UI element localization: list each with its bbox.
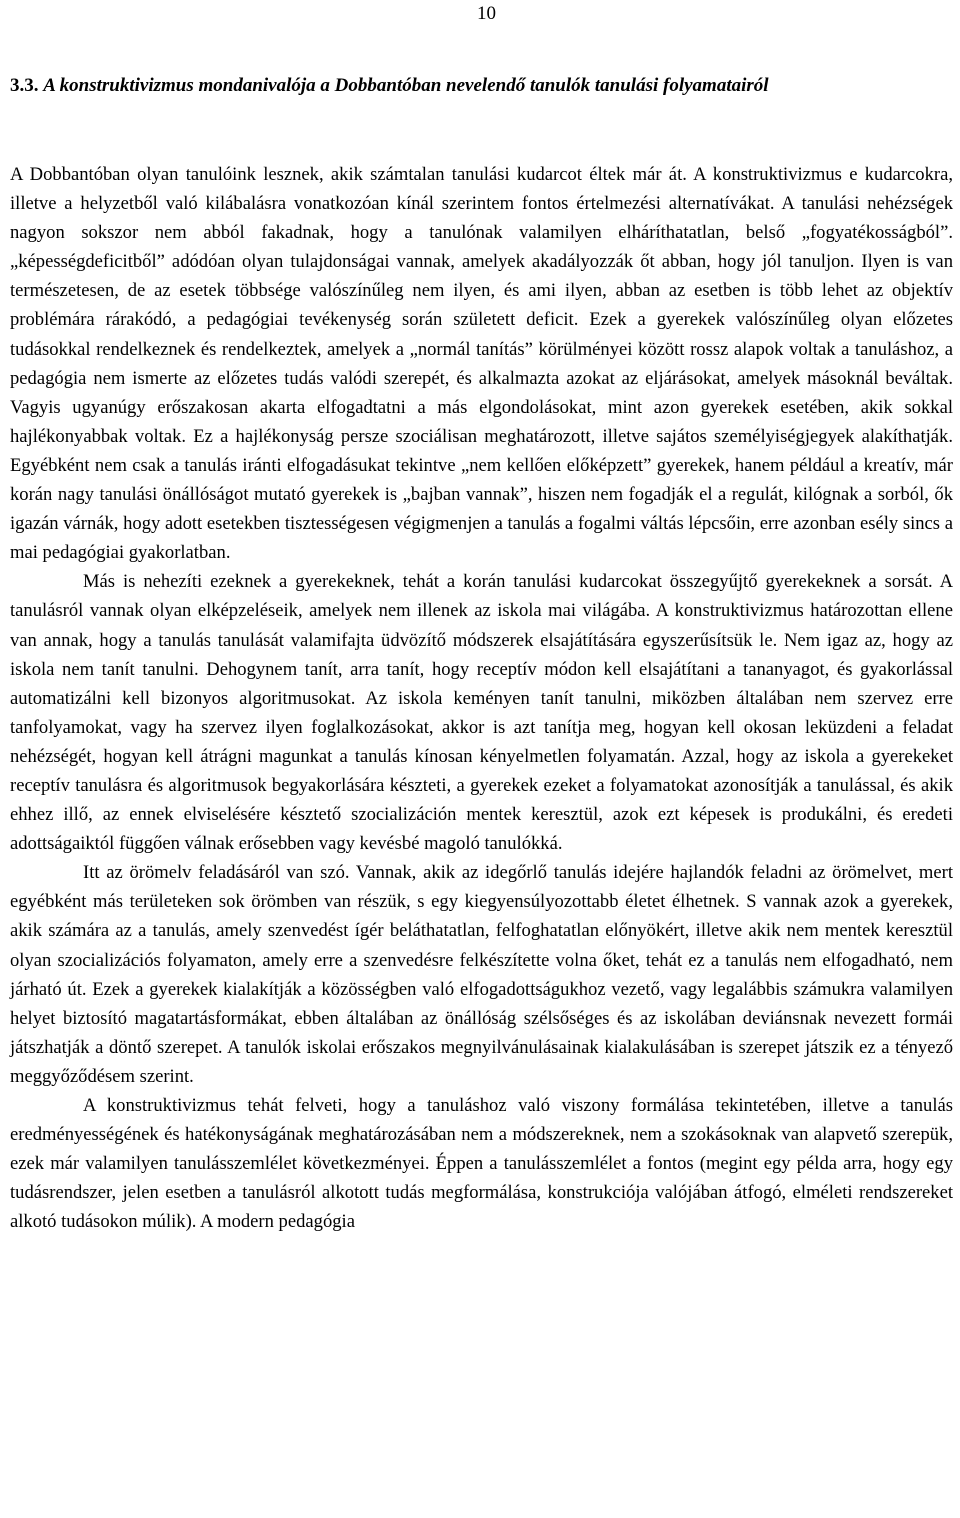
body-text: [10, 160, 953, 1236]
page-number: 10: [477, 3, 496, 24]
paragraph-4: A konstruktivizmus tehát felveti, hogy a tanuláshoz való viszony formálása tekintetében, illetve a tanulás eredményességének és hatékonyságának meghatározásában nem a módszereknek, nem a szokásoknak van alapvető szerepük, ezek már valamilyen tanulásszemlélet következményei. Éppen a tanulásszemlélet a fontos (megint egy példa arra, hogy egy tudásrendszer, jelen esetben a tanulásról alkotott tudás megformálása, konstrukciója valójában átfogó, elméleti rendszereket alkotó tudásokon múlik). A modern pedagógia: [10, 1095, 953, 1233]
paragraph-3: Itt az örömelv feladásáról van szó. Vannak, akik az idegőrlő tanulás idejére hajlandók feladni az örömelvet, mert egyébként más területeken sok örömben van részük, s egy kiegyensúlyozottabb életet élhetnek. S vannak azok a gyerekek, akik számára az a tanulás, amely szenvedést ígér beláthatatlan, felfoghatatlan előnyökért, illetve akik nem mentek keresztül olyan szocializációs folyamaton, amely erre a szenvedésre felkészítette volna őket, tehát ez a tanulás nem elfogadható, nem járható út. Ezek a gyerekek kialakítják a közösségben való elfogadottságukhoz vezető, vagy legalábbis számukra valamilyen helyet biztosító magatartásformákat, ebben általában az önállóság szélsőséges és az iskolában deviánsnak nevezett formái játszhatják a döntő szerepet. A tanulók iskolai erőszakos megnyilvánulásainak kialakulásában is szerepet játszik ez a tényező meggyőződésem szerint.: [10, 862, 953, 1087]
section-number: 3.3.: [10, 75, 39, 96]
paragraph-2: Más is nehezíti ezeknek a gyerekeknek, tehát a korán tanulási kudarcokat összegyűjtő gyerekeknek a sorsát. A tanulásról vannak olyan elképzeléseik, amelyek nem illenek az iskola mai világába. A konstruktivizmus határozottan ellene van annak, hogy a tanulás tanulását valamifajta üdvözítő módszerek elsajátítására egyszerűsítsük le. Nem igaz az, hogy az iskola nem tanít tanulni. Dehogynem tanít, arra tanít, hogy receptív módon kell elsajátítani a tananyagot, és gyakorlással automatizálni kell bizonyos algoritmusokat. Az iskola keményen tanít tanulni, miközben általában nem szervez erre tanfolyamokat, vagy ha szervez ilyen foglalkozásokat, akkor is azt tanítja meg, hogyan kell okosan leküzdeni a feladat nehézségét, hogyan kell átrágni magunkat a tanulás kínosan kényelmetlen folyamatán. Azzal, hogy az iskola a gyerekeket receptív tanulásra és algoritmusok begyakorlására készteti, a gyerekek ezeket a folyamatokat azonosítják a tanulással, és akik ehhez illő, az ennek elviselésére késztető szocializáción mentek keresztül, azok ezt képesek is produkálni, és eredeti adottságaiktól függően válnak erősebben vagy kevésbé magoló tanulókká.: [10, 571, 953, 855]
section-heading: [10, 72, 950, 100]
paragraph-1: A Dobbantóban olyan tanulóink lesznek, akik számtalan tanulási kudarcot éltek már át. A konstruktivizmus e kudarcokra, illetve a helyzetből való kilábalásra vonatkozóan kínál szerintem fontos értelmezési alternatívákat. A tanulási nehézségek nagyon sokszor nem abból fakadnak, hogy a tanulónak valamilyen elháríthatatlan, belső „fogyatékosságból”. „képességdeficitből” adódóan olyan tulajdonságai vannak, amelyek akadályozzák őt abban, hogy jól tanuljon. Ilyen is van természetesen, de az esetek többsége valószínűleg nem ilyen, és ami ilyen, abban az esetben is több lehet az objektív problémára rárakódó, a pedagógiai tevékenység során született deficit. Ezek a gyerekek valószínűleg olyan előzetes tudásokkal rendelkeznek és rendelkeztek, amelyek a „normál tanítás” körülményei között rossz alapok voltak a tanuláshoz, a pedagógia nem ismerte az előzetes tudás valódi szerepét, és alkalmazta azokat az eljárásokat, amelyek másoknál beváltak. Vagyis ugyanúgy erőszakosan akarta elfogadtatni a más elgondolásokat, mint azon gyerekek esetében, akik sokkal hajlékonyabbak voltak. Ez a hajlékonyság persze szociálisan meghatározott, illetve sajátos személyiségjegyek alakíthatják. Egyébként nem csak a tanulás iránti elfogadásukat tekintve „nem kellően előképzett” gyerekek, hanem például a kreatív, már korán nagy tanulási önállóságot mutató gyerekek is „bajban vannak”, hiszen nem fogadják el a regulát, kilógnak a sorból, ők igazán várnák, hogy adott esetekben tisztességesen végigmenjen a tanulás a fogalmi váltás lépcsőin, erre azonban esély sincs a mai pedagógiai gyakorlatban.: [10, 164, 953, 564]
section-title: A konstruktivizmus mondanivalója a Dobbantóban nevelendő tanulók tanulási folyamatairól: [43, 75, 769, 96]
